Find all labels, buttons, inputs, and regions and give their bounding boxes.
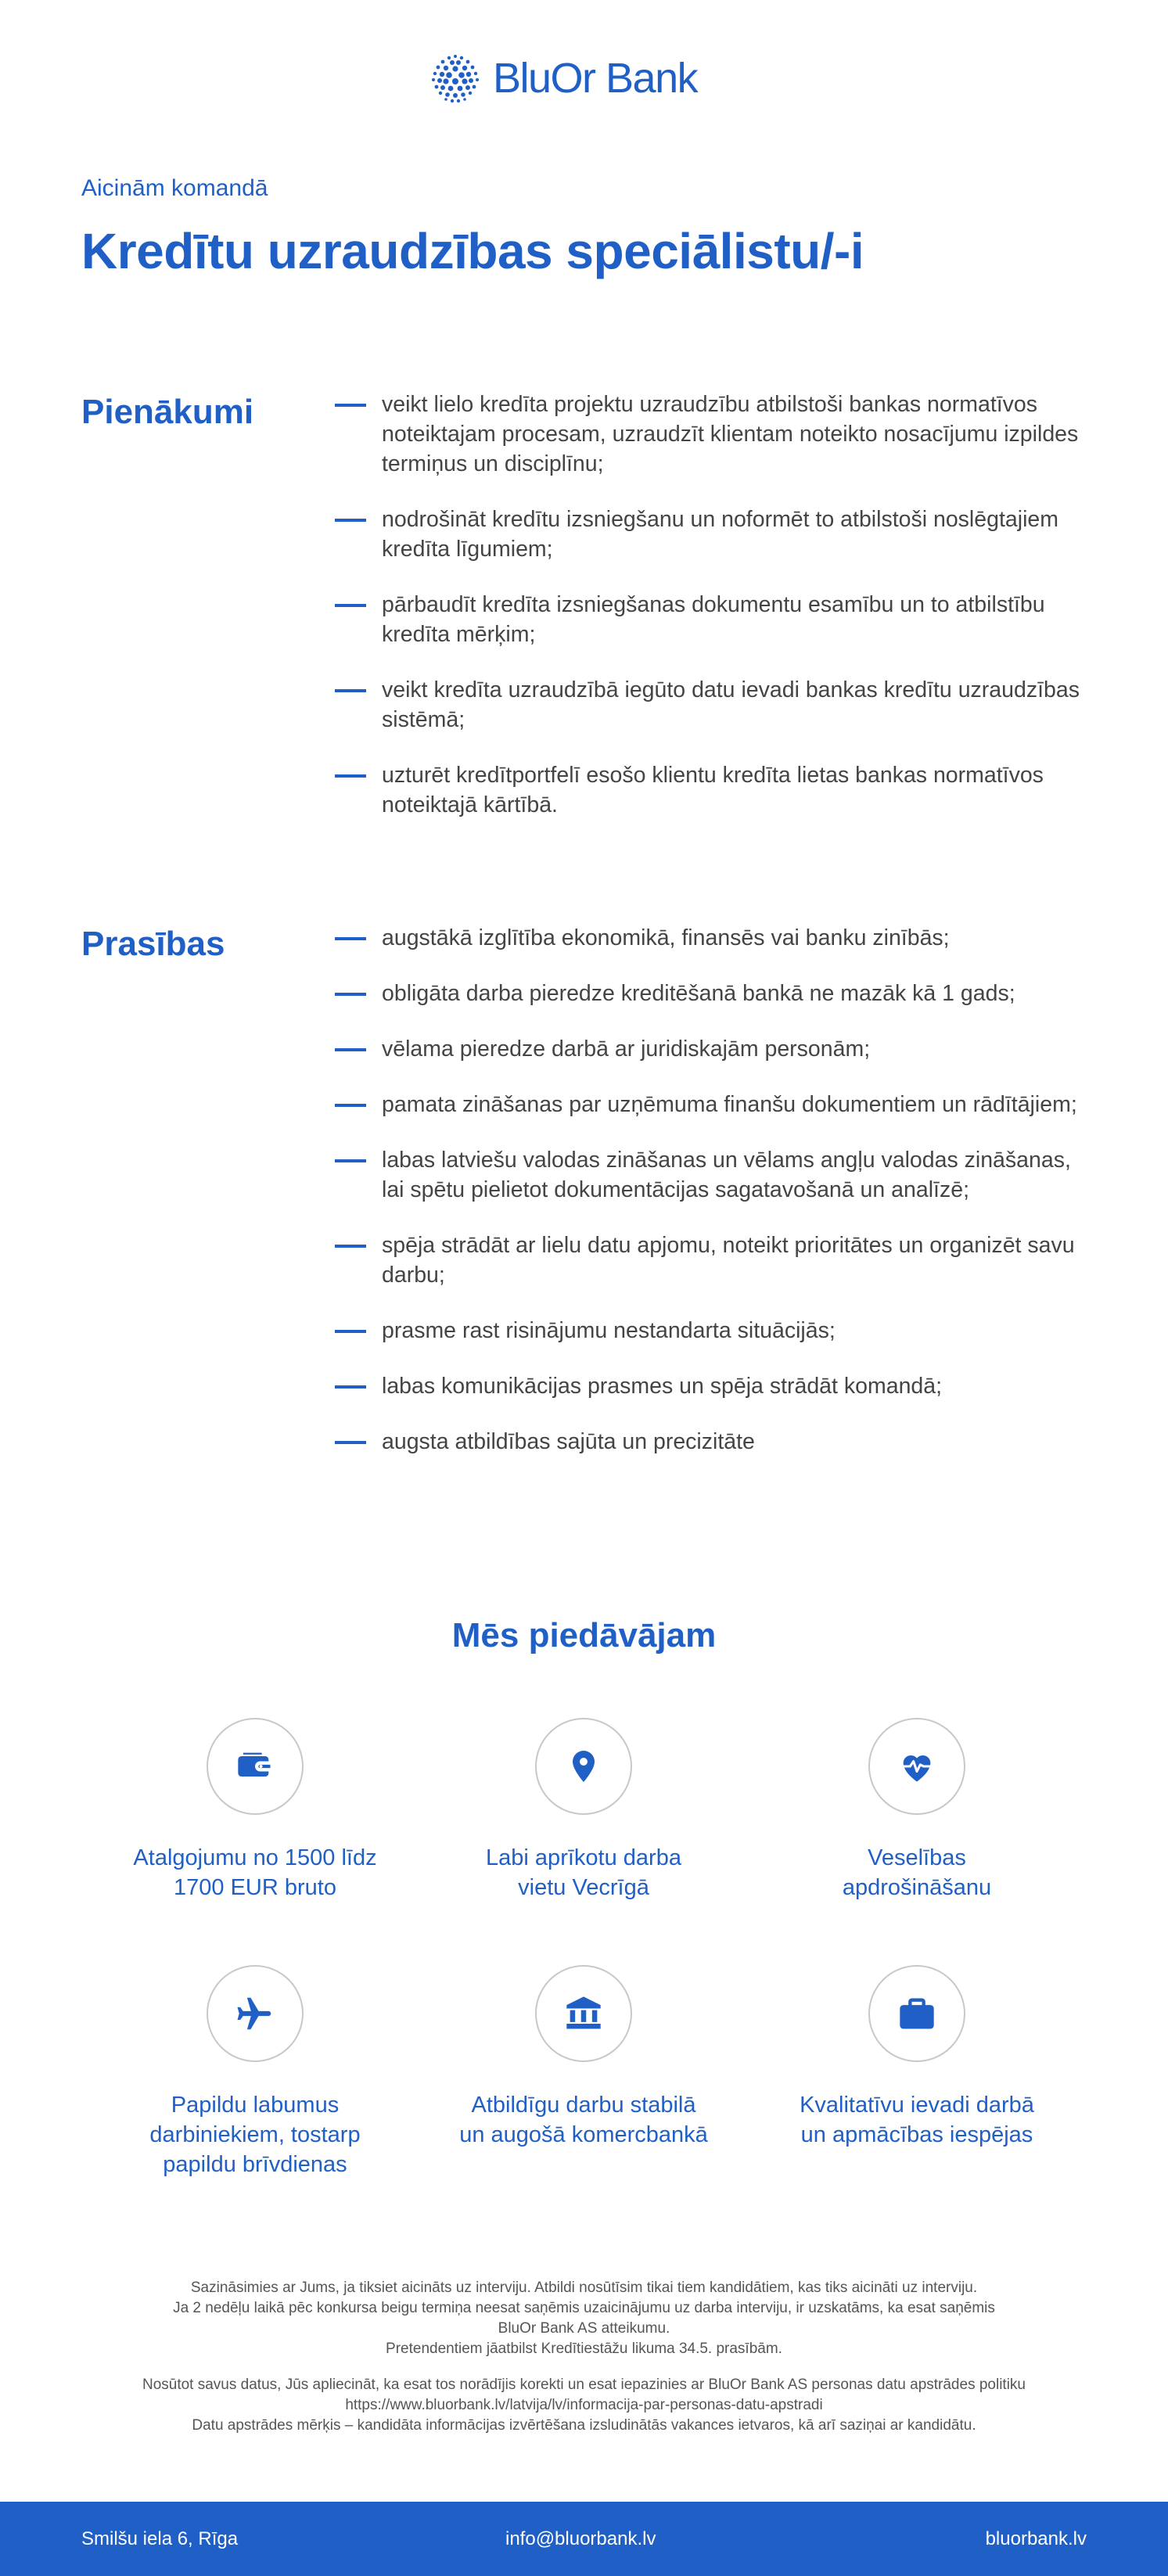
requirement-item: augstākā izglītība ekonomikā, finansēs vai banku zinībās; [335, 923, 1086, 953]
dash-icon [335, 604, 366, 607]
bank-building-icon [563, 1993, 604, 2034]
requirements-list [335, 923, 1086, 1482]
dash-icon [335, 1441, 366, 1444]
benefit-label: Atalgojumu no 1500 līdz 1700 EUR bruto [133, 1845, 377, 1900]
dash-icon [335, 1159, 366, 1162]
benefit-icon-circle [868, 1965, 965, 2062]
benefit-icon-circle [207, 1965, 304, 2062]
offer-heading: Mēs piedāvājam [451, 1616, 717, 1654]
duty-item: nodrošināt kredītu izsniegšanu un noformēt to atbilstoši noslēgtajiem kredīta līgumiem; [335, 505, 1086, 564]
logo-mark-icon [429, 52, 482, 105]
duty-item: veikt lielo kredīta projektu uzraudzību atbilstoši bankas normatīvos noteiktajam procesam, uzraudzīt klientam noteikto nosacījumu izpildes termiņus un disciplīnu; [335, 390, 1086, 479]
benefit-stable-bank [435, 1965, 732, 2150]
duties-list [335, 390, 1086, 846]
benefit-salary [106, 1718, 404, 1902]
benefit-training [768, 1965, 1066, 2150]
dash-icon [335, 1330, 366, 1333]
dash-icon [335, 519, 366, 522]
requirement-item: augsta atbildības sajūta un precizitāte [335, 1427, 1086, 1457]
briefcase-icon [897, 1993, 937, 2034]
dash-icon [335, 404, 366, 407]
privacy-notice: Nosūtot savus datus, Jūs apliecināt, ka esat tos norādījis korekti un esat iepazinies ar BluOr Bank AS personas datu apstrādes politiku https://www.bluorbank.lv/latvija/lv/informacija-par-personas-datu-apstradi Datu apstrādes mērķis – kandidāta informācijas izvērtēšana izsludinātās vakances ietvaros, kā arī saziņai ar kandidātu. [0, 2375, 1168, 2436]
footer-address: Smilšu iela 6, Rīga [81, 2528, 239, 2549]
interview-notice: Sazināsimies ar Jums, ja tiksiet aicināts uz interviju. Atbildi nosūtīsim tikai tiem kandidātiem, kas tiks aicināti uz interviju. Ja 2 nedēļu laikā pēc konkursa beigu termiņa neesat saņēmis uzaicinājumu uz darba interviju, ir uzskatāms, ka esat saņēmis BluOr Bank AS atteikumu. Pretendentiem jāatbilst Kredītiestāžu likuma 34.5. prasībām. [173, 2280, 995, 2357]
benefit-health [768, 1718, 1066, 1902]
requirement-item: pamata zināšanas par uzņēmuma finanšu dokumentiem un rādītājiem; [335, 1090, 1086, 1119]
brand-logo[interactable] [429, 47, 697, 110]
benefit-label: Kvalitatīvu ievadi darbā un apmācības iespējas [800, 2093, 1034, 2147]
benefit-extra [106, 1965, 404, 2179]
footer-website-link[interactable]: bluorbank.lv [985, 2528, 1087, 2549]
dash-icon [335, 937, 366, 940]
dash-icon [335, 1385, 366, 1389]
duty-item: uzturēt kredītportfelī esošo klientu kredīta lietas bankas normatīvos noteiktajā kārtībā. [335, 760, 1086, 820]
duty-item: pārbaudīt kredīta izsniegšanas dokumentu esamību un to atbilstību kredīta mērķim; [335, 590, 1086, 649]
brand-name: BluOr Bank [493, 55, 698, 102]
requirement-item: labas komunikācijas prasmes un spēja strādāt komandā; [335, 1371, 1086, 1401]
dash-icon [335, 993, 366, 996]
benefit-icon-circle [535, 1965, 632, 2062]
benefit-label: Labi aprīkotu darba vietu Vecrīgā [486, 1845, 681, 1900]
requirement-item: obligāta darba pieredze kreditēšanā bankā ne mazāk kā 1 gads; [335, 979, 1086, 1008]
footer [0, 2502, 1168, 2576]
dash-icon [335, 1048, 366, 1051]
footer-email-link[interactable]: info@bluorbank.lv [505, 2528, 656, 2549]
requirement-item: labas latviešu valodas zināšanas un vēlams angļu valodas zināšanas, lai spētu pielietot dokumentācijas sagatavošanā un analīzē; [335, 1145, 1086, 1205]
benefit-icon-circle [207, 1718, 304, 1815]
benefit-label: Atbildīgu darbu stabilā un augošā komercbankā [459, 2093, 708, 2147]
dash-icon [335, 1104, 366, 1107]
airplane-icon [234, 1992, 276, 2035]
requirement-item: vēlama pieredze darbā ar juridiskajām personām; [335, 1034, 1086, 1064]
duty-item: veikt kredīta uzraudzībā iegūto datu ievadi bankas kredītu uzraudzības sistēmā; [335, 675, 1086, 735]
dash-icon [335, 774, 366, 778]
privacy-policy-link[interactable]: https://www.bluorbank.lv/latvija/lv/informacija-par-personas-datu-apstradi [345, 2397, 823, 2413]
dash-icon [335, 689, 366, 692]
benefit-icon-circle [535, 1718, 632, 1815]
dash-icon [335, 1245, 366, 1248]
benefit-label: Papildu labumus darbiniekiem, tostarp papildu brīvdienas [149, 2093, 361, 2177]
benefit-icon-circle [868, 1718, 965, 1815]
requirement-item: spēja strādāt ar lielu datu apjomu, noteikt prioritātes un organizēt savu darbu; [335, 1231, 1086, 1290]
requirement-item: prasme rast risinājumu nestandarta situācijās; [335, 1316, 1086, 1345]
page-title: Kredītu uzraudzības speciālistu/-i [81, 223, 864, 279]
duties-heading: Pienākumi [81, 393, 254, 431]
benefit-workplace [435, 1718, 732, 1902]
wallet-icon [235, 1746, 275, 1787]
benefit-label: Veselības apdrošināšanu [842, 1845, 992, 1900]
requirements-heading: Prasības [81, 925, 225, 963]
eyebrow-text: Aicinām komandā [81, 175, 268, 201]
location-pin-icon [565, 1746, 602, 1787]
heart-pulse-icon [895, 1746, 939, 1787]
